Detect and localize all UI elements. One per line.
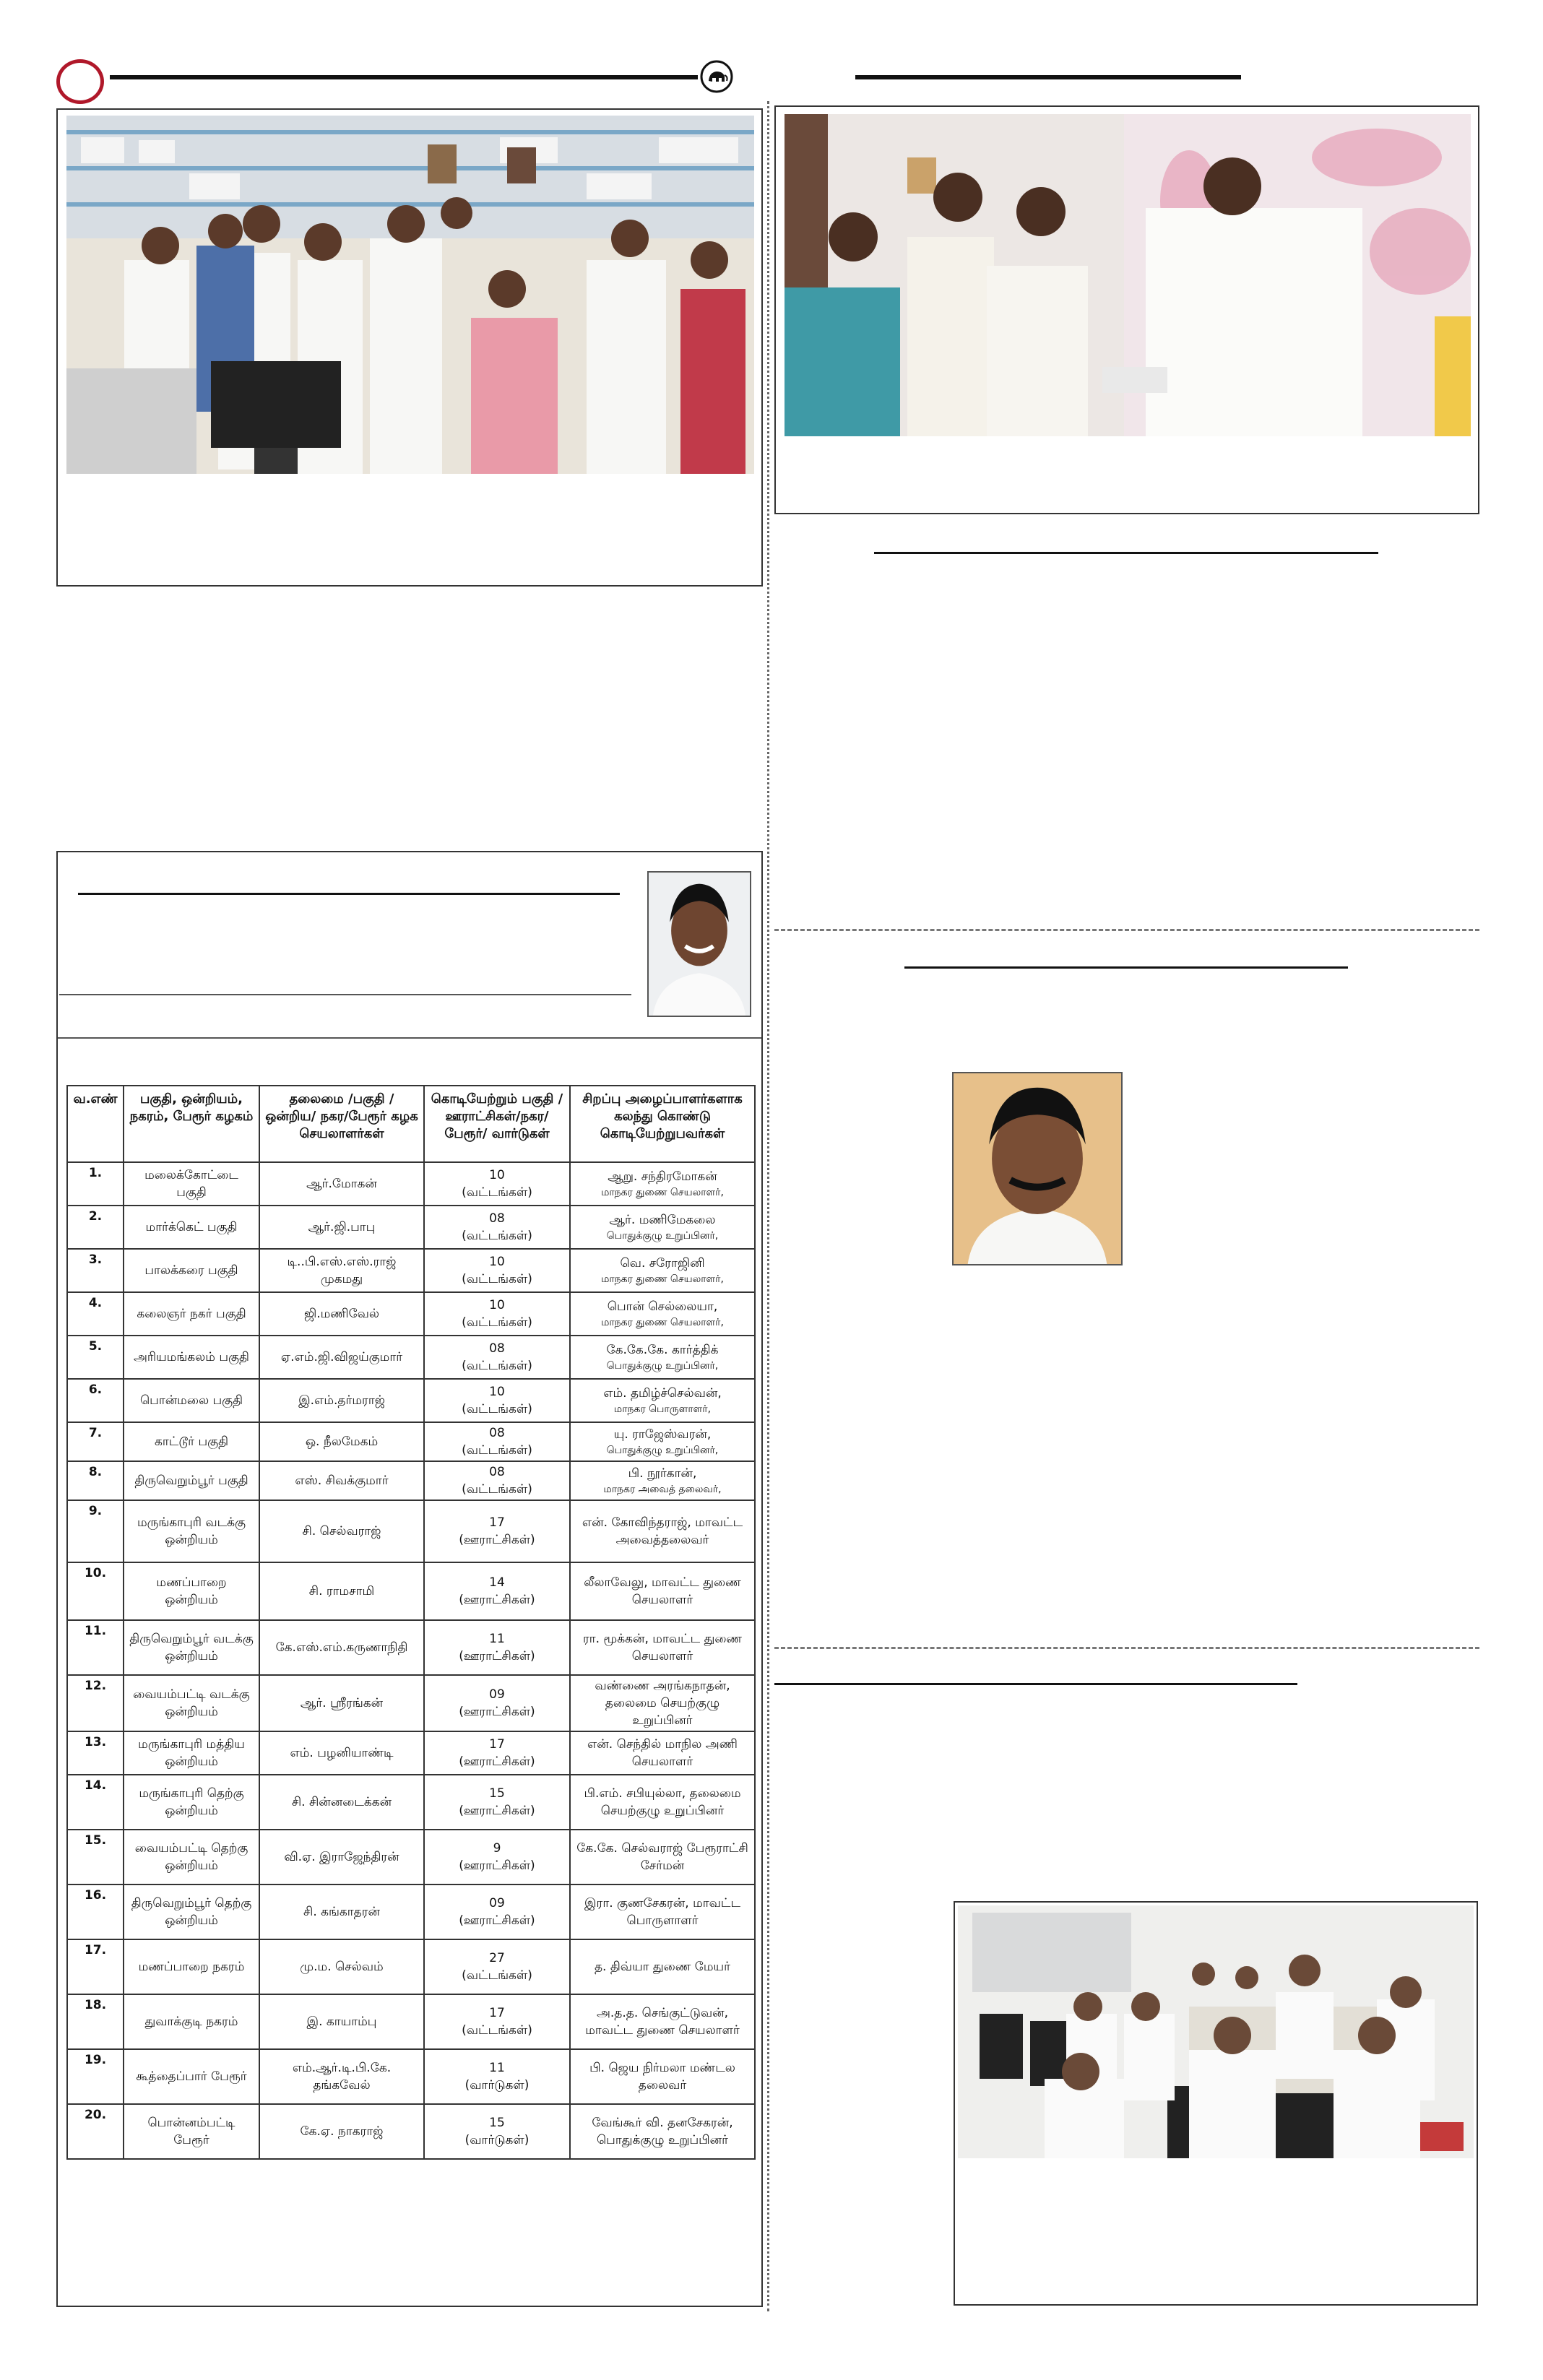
cell-serial [67, 1939, 124, 1994]
serial-number: 12. [84, 1679, 107, 1693]
area-name: கூத்தைப்பார் பேரூர் [136, 2069, 247, 2084]
cell-area [124, 1500, 259, 1562]
table-header-row [67, 1086, 755, 1162]
area-name: வையம்பட்டி வடக்கு ஒன்றியம் [133, 1687, 250, 1719]
right-headline-rule-2 [904, 966, 1348, 969]
cell-flag-count [424, 1162, 570, 1206]
guest-name: எம். தமிழ்ச்செல்வன், [603, 1386, 722, 1401]
flag-count: 10 [489, 1255, 505, 1269]
guest-name: லீலாவேலு, மாவட்ட துணை செயலாளர் [584, 1575, 741, 1607]
header-flag-locations: கொடியேற்றும் பகுதி / ஊராட்சிகள்/நகர/ பேரூர்/ வார்டுகள் [424, 1086, 570, 1162]
flag-count: 15 [489, 2116, 505, 2130]
flag-unit: (வட்டங்கள்) [462, 1402, 532, 1416]
cell-flag-count [424, 1994, 570, 2049]
serial-number: 10. [84, 1566, 107, 1580]
secretary-name: டி..பி.எஸ்.எஸ்.ராஜ் முகமது [287, 1255, 397, 1286]
guest-name: த. திவ்யா துணை மேயர் [594, 1960, 730, 1974]
cell-flag-count [424, 2049, 570, 2104]
cell-secretary [259, 1206, 424, 1249]
cell-serial [67, 2049, 124, 2104]
flag-unit: (வார்டுகள்) [464, 2133, 530, 2147]
cell-secretary [259, 1379, 424, 1422]
area-name: துவாக்குடி நகரம் [144, 2015, 238, 2029]
cell-flag-count [424, 1939, 570, 1994]
guest-role: பொதுக்குழு உறுப்பினர், [606, 1445, 719, 1456]
cell-area [124, 1775, 259, 1830]
guest-name: பி. நூர்கான், [628, 1466, 697, 1481]
flag-unit: (வார்டுகள்) [464, 2078, 530, 2093]
meeting-photo-box [954, 1901, 1478, 2306]
serial-number: 4. [88, 1296, 103, 1310]
table-row [67, 1830, 755, 1884]
cell-area [124, 1939, 259, 1994]
cell-flag-count [424, 1775, 570, 1830]
cell-area [124, 1461, 259, 1500]
serial-number: 14. [84, 1778, 107, 1793]
area-name: பாலக்கரை பகுதி [144, 1263, 238, 1278]
flag-count: 14 [489, 1575, 505, 1590]
flag-count: 15 [489, 1786, 505, 1801]
cell-flag-count [424, 1249, 570, 1292]
right-headline-rule-3 [774, 1683, 1297, 1685]
portrait-photo-2 [952, 1072, 1123, 1265]
flag-unit: (வட்டங்கள்) [462, 1968, 532, 1983]
secretary-name: ஒ. நீலமேகம் [305, 1435, 379, 1449]
flag-hoisting-table-wrap [66, 1085, 754, 2160]
cell-guest [570, 1620, 755, 1675]
table-box-header-bottom [58, 1037, 761, 1039]
secretary-name: கே.ஏ. நாகராஜ் [300, 2124, 384, 2139]
secretary-name: ஆர்.ஜி.பாபு [308, 1220, 376, 1234]
table-row [67, 1162, 755, 1206]
table-row [67, 1336, 755, 1379]
cell-guest [570, 1775, 755, 1830]
cell-flag-count [424, 1422, 570, 1461]
table-row [67, 1461, 755, 1500]
cell-secretary [259, 1562, 424, 1620]
table-row [67, 1620, 755, 1675]
flag-hoisting-table [66, 1085, 756, 2160]
serial-number: 17. [84, 1943, 107, 1957]
serial-number: 1. [88, 1166, 103, 1180]
serial-number: 6. [88, 1382, 103, 1397]
cell-guest [570, 2049, 755, 2104]
cell-flag-count [424, 1379, 570, 1422]
table-row [67, 1379, 755, 1422]
table-body [67, 1162, 755, 2159]
cell-serial [67, 1422, 124, 1461]
cell-secretary [259, 1336, 424, 1379]
cell-secretary [259, 1939, 424, 1994]
flag-count: 11 [489, 1632, 505, 1646]
cell-flag-count [424, 1731, 570, 1775]
cell-serial [67, 1461, 124, 1500]
guest-name: அ.த.த. செங்குட்டுவன், மாவட்ட துணை செயலாளர் [585, 2006, 740, 2038]
cell-secretary [259, 1162, 424, 1206]
cell-guest [570, 1162, 755, 1206]
table-row [67, 1249, 755, 1292]
cell-guest [570, 1675, 755, 1731]
area-name: வையம்பட்டி தெற்கு ஒன்றியம் [134, 1841, 248, 1873]
cell-secretary [259, 1775, 424, 1830]
flag-count: 08 [489, 1465, 505, 1479]
area-name: திருவெறும்பூர் தெற்கு ஒன்றியம் [131, 1896, 252, 1928]
header-secretary: தலைமை /பகுதி / ஒன்றிய/ நகர/பேரூர் கழக செயலாளர்கள் [259, 1086, 424, 1162]
masthead-logo-icon [56, 59, 104, 104]
guest-name: இரா. குணசேகரன், மாவட்ட பொருளாளர் [584, 1896, 740, 1928]
cell-area [124, 1830, 259, 1884]
cell-area [124, 2104, 259, 2159]
cell-flag-count [424, 1675, 570, 1731]
guest-name: ஆறு. சந்திரமோகன் [608, 1169, 717, 1184]
cell-secretary [259, 1292, 424, 1336]
flag-unit: (ஊராட்சிகள்) [459, 1913, 535, 1928]
secretary-name: சி. செல்வராஜ் [302, 1524, 381, 1539]
flag-count: 17 [489, 1737, 505, 1752]
flag-count: 10 [489, 1298, 505, 1312]
guest-name: பி. ஜெய நிர்மலா மண்டல தலைவர் [589, 2061, 735, 2093]
guest-name: ஆர். மணிமேகலை [609, 1213, 716, 1227]
guest-name: கே.கே. செல்வராஜ் பேரூராட்சி சேர்மன் [576, 1841, 748, 1873]
guest-name: என். கோவிந்தராஜ், மாவட்ட அவைத்தலைவர் [582, 1515, 743, 1547]
cell-serial [67, 1884, 124, 1939]
flag-unit: (ஊராட்சிகள்) [459, 1593, 535, 1607]
secretary-name: சி. சின்னடைக்கன் [291, 1795, 392, 1809]
cell-secretary [259, 1249, 424, 1292]
secretary-name: மு.ம. செல்வம் [300, 1960, 384, 1974]
guest-name: ரா. மூக்கன், மாவட்ட துணை செயலாளர் [582, 1632, 743, 1663]
table-box-headline-rule [78, 893, 620, 895]
flag-unit: (வட்டங்கள்) [462, 1272, 532, 1286]
cell-area [124, 1292, 259, 1336]
cell-guest [570, 1249, 755, 1292]
cell-serial [67, 1500, 124, 1562]
cell-secretary [259, 1620, 424, 1675]
guest-role: மாநகர துணை செயலாளர், [601, 1273, 724, 1285]
cell-flag-count [424, 1336, 570, 1379]
guest-role: மாநகர துணை செயலாளர், [601, 1187, 724, 1198]
cell-guest [570, 1461, 755, 1500]
table-row [67, 1206, 755, 1249]
area-name: பொன்னம்பட்டி பேரூர் [147, 2116, 235, 2147]
cell-serial [67, 1379, 124, 1422]
serial-number: 13. [84, 1735, 107, 1749]
serial-number: 7. [88, 1426, 103, 1440]
secretary-name: வி.ஏ. இராஜேந்திரன் [284, 1850, 399, 1864]
flag-count: 17 [489, 1515, 505, 1530]
flag-unit: (வட்டங்கள்) [462, 1482, 532, 1497]
area-name: காட்டூர் பகுதி [154, 1435, 229, 1449]
cell-area [124, 1249, 259, 1292]
cell-secretary [259, 1994, 424, 2049]
guest-role: மாநகர துணை செயலாளர், [601, 1317, 724, 1328]
guest-role: மாநகர பொருளாளர், [613, 1403, 712, 1415]
cell-guest [570, 2104, 755, 2159]
table-row [67, 2049, 755, 2104]
flag-count: 17 [489, 2006, 505, 2020]
flag-unit: (வட்டங்கள்) [462, 1315, 532, 1330]
guest-name: என். செந்தில் மாநில அணி செயலாளர் [587, 1737, 738, 1769]
guest-name: வண்ணை அரங்கநாதன், தலைமை செயற்குழு உறுப்பினர் [595, 1679, 730, 1728]
cell-flag-count [424, 1500, 570, 1562]
flag-unit: (ஊராட்சிகள்) [459, 1705, 535, 1719]
cell-area [124, 1379, 259, 1422]
secretary-name: இ. காயாம்பு [306, 2015, 377, 2029]
flag-count: 27 [489, 1951, 505, 1965]
area-name: அரியமங்கலம் பகுதி [134, 1350, 249, 1364]
flag-unit: (ஊராட்சிகள்) [459, 1533, 535, 1547]
cell-serial [67, 1562, 124, 1620]
table-row [67, 1994, 755, 2049]
area-name: மருங்காபுரி மத்திய ஒன்றியம் [138, 1737, 245, 1769]
cell-serial [67, 1830, 124, 1884]
cell-flag-count [424, 1206, 570, 1249]
serial-number: 19. [84, 2053, 107, 2067]
flag-count: 08 [489, 1341, 505, 1356]
column-divider [767, 101, 769, 2311]
area-name: மார்க்கெட் பகுதி [145, 1220, 238, 1234]
cell-secretary [259, 1830, 424, 1884]
cell-guest [570, 1830, 755, 1884]
cell-flag-count [424, 1562, 570, 1620]
cell-area [124, 1675, 259, 1731]
secretary-name: கே.எஸ்.எம்.கருணாநிதி [275, 1640, 408, 1655]
table-row [67, 1939, 755, 1994]
secretary-name: சி. ராமசாமி [308, 1584, 375, 1598]
cell-flag-count [424, 1292, 570, 1336]
guest-name: வேங்கூர் வி. தனசேகரன், பொதுக்குழு உறுப்பினர் [592, 2116, 733, 2147]
flag-count: 10 [489, 1168, 505, 1182]
flag-hoisting-table-box [56, 851, 763, 2307]
cell-guest [570, 1422, 755, 1461]
cell-secretary [259, 1675, 424, 1731]
table-row [67, 1675, 755, 1731]
guest-name: யு. ராஜேஸ்வரன், [613, 1427, 712, 1442]
flag-count: 11 [489, 2061, 505, 2075]
cell-flag-count [424, 1830, 570, 1884]
cell-serial [67, 1994, 124, 2049]
secretary-name: ஏ.எம்.ஜி.விஜய்குமார் [280, 1350, 403, 1364]
serial-number: 16. [84, 1888, 107, 1903]
party-symbol-icon [699, 59, 734, 94]
guest-name: பி.எம். சபியுல்லா, தலைமை செயற்குழு உறுப்பினர் [584, 1786, 741, 1818]
serial-number: 18. [84, 1998, 107, 2012]
cell-area [124, 1562, 259, 1620]
serial-number: 2. [88, 1209, 103, 1224]
table-row [67, 1292, 755, 1336]
cell-area [124, 1422, 259, 1461]
guest-name: கே.கே.கே. கார்த்திக் [606, 1343, 719, 1357]
flag-unit: (வட்டங்கள்) [462, 1359, 532, 1373]
area-name: மருங்காபுரி தெற்கு ஒன்றியம் [139, 1786, 244, 1818]
guest-role: மாநகர அவைத் தலைவர், [603, 1484, 722, 1495]
header-special-guests: சிறப்பு அழைப்பாளர்களாக கலந்து கொண்டு கொடியேற்றுபவர்கள் [570, 1086, 755, 1162]
flag-count: 09 [489, 1896, 505, 1911]
flag-unit: (ஊராட்சிகள்) [459, 1754, 535, 1769]
cell-serial [67, 2104, 124, 2159]
cell-secretary [259, 2049, 424, 2104]
area-name: திருவெறும்பூர் பகுதி [134, 1474, 248, 1488]
serial-number: 11. [84, 1624, 107, 1638]
pharmacy-photo [66, 116, 754, 474]
serial-number: 20. [84, 2108, 107, 2122]
guest-name: வெ. சரோஜினி [620, 1256, 705, 1271]
cell-area [124, 1620, 259, 1675]
right-section-separator-2 [774, 1647, 1479, 1649]
header-area: பகுதி, ஒன்றியம், நகரம், பேரூர் கழகம் [124, 1086, 259, 1162]
cell-area [124, 1206, 259, 1249]
cell-secretary [259, 1884, 424, 1939]
cell-flag-count [424, 1620, 570, 1675]
table-row [67, 1775, 755, 1830]
flag-unit: (வட்டங்கள்) [462, 1443, 532, 1458]
cell-flag-count [424, 1884, 570, 1939]
cell-guest [570, 1731, 755, 1775]
flag-count: 10 [489, 1385, 505, 1399]
cell-guest [570, 1884, 755, 1939]
right-section-separator-1 [774, 929, 1479, 931]
secretary-name: சி. கங்காதரன் [303, 1905, 380, 1919]
serial-number: 15. [84, 1833, 107, 1848]
cell-area [124, 1731, 259, 1775]
table-row [67, 1562, 755, 1620]
cell-guest [570, 1939, 755, 1994]
cell-secretary [259, 1461, 424, 1500]
area-name: பொன்மலை பகுதி [139, 1393, 243, 1408]
serial-number: 9. [88, 1504, 103, 1518]
masthead-rule-right [855, 75, 1241, 79]
masthead-rule-left [110, 75, 698, 79]
secretary-name: ஆர். ஸ்ரீரங்கன் [300, 1696, 384, 1710]
area-name: மணப்பாறை ஒன்றியம் [156, 1575, 227, 1607]
flag-count: 09 [489, 1687, 505, 1702]
flag-unit: (வட்டங்கள்) [462, 2023, 532, 2038]
area-name: கலைஞர் நகர் பகுதி [137, 1307, 246, 1321]
cell-guest [570, 1292, 755, 1336]
flag-unit: (ஊராட்சிகள்) [459, 1804, 535, 1818]
secretary-name: எம். பழனியாண்டி [290, 1746, 394, 1760]
cell-serial [67, 1775, 124, 1830]
cell-flag-count [424, 1461, 570, 1500]
table-row [67, 1884, 755, 1939]
table-row [67, 1731, 755, 1775]
cell-secretary [259, 1731, 424, 1775]
cell-serial [67, 1249, 124, 1292]
cell-guest [570, 1562, 755, 1620]
cell-serial [67, 1206, 124, 1249]
serial-number: 5. [88, 1339, 103, 1354]
guest-role: பொதுக்குழு உறுப்பினர், [606, 1230, 719, 1242]
award-photo [785, 114, 1471, 436]
cell-serial [67, 1336, 124, 1379]
table-row [67, 1422, 755, 1461]
guest-role: பொதுக்குழு உறுப்பினர், [606, 1360, 719, 1372]
cell-area [124, 2049, 259, 2104]
table-row [67, 2104, 755, 2159]
cell-area [124, 1884, 259, 1939]
cell-serial [67, 1292, 124, 1336]
flag-count: 9 [493, 1841, 501, 1856]
flag-unit: (ஊராட்சிகள்) [459, 1649, 535, 1663]
cell-guest [570, 1379, 755, 1422]
cell-guest [570, 1206, 755, 1249]
cell-flag-count [424, 2104, 570, 2159]
flag-unit: (வட்டங்கள்) [462, 1229, 532, 1243]
header-serial: வ.எண் [67, 1086, 124, 1162]
flag-count: 08 [489, 1426, 505, 1440]
serial-number: 8. [88, 1465, 103, 1479]
secretary-name: ஆர்.மோகன் [306, 1177, 377, 1191]
secretary-name: எம்.ஆர்.டி.பி.கே. தங்கவேல் [292, 2061, 392, 2093]
cell-secretary [259, 2104, 424, 2159]
cell-area [124, 1336, 259, 1379]
flag-unit: (வட்டங்கள்) [462, 1185, 532, 1200]
flag-unit: (ஊராட்சிகள்) [459, 1858, 535, 1873]
cell-serial [67, 1731, 124, 1775]
table-box-divider [59, 994, 631, 995]
cell-serial [67, 1162, 124, 1206]
portrait-photo-1 [647, 871, 751, 1017]
cell-guest [570, 1500, 755, 1562]
cell-area [124, 1994, 259, 2049]
right-headline-rule-1 [874, 552, 1378, 554]
cell-serial [67, 1675, 124, 1731]
secretary-name: எஸ். சிவக்குமார் [295, 1474, 389, 1488]
area-name: மருங்காபுரி வடக்கு ஒன்றியம் [137, 1515, 246, 1547]
cell-guest [570, 1336, 755, 1379]
area-name: மணப்பாறை நகரம் [138, 1960, 245, 1974]
pharmacy-photo-box [56, 108, 763, 587]
area-name: மலைக்கோட்டை பகுதி [144, 1168, 238, 1200]
secretary-name: ஜி.மணிவேல் [303, 1307, 380, 1321]
cell-area [124, 1162, 259, 1206]
cell-secretary [259, 1422, 424, 1461]
guest-name: பொன் செல்லையா, [607, 1299, 718, 1314]
award-photo-box [774, 105, 1479, 514]
table-row [67, 1500, 755, 1562]
cell-serial [67, 1620, 124, 1675]
cell-guest [570, 1994, 755, 2049]
area-name: திருவெறும்பூர் வடக்கு ஒன்றியம் [129, 1632, 254, 1663]
flag-count: 08 [489, 1211, 505, 1226]
serial-number: 3. [88, 1252, 103, 1267]
cell-secretary [259, 1500, 424, 1562]
meeting-photo [958, 1905, 1474, 2158]
secretary-name: இ.எம்.தர்மராஜ் [298, 1393, 385, 1408]
